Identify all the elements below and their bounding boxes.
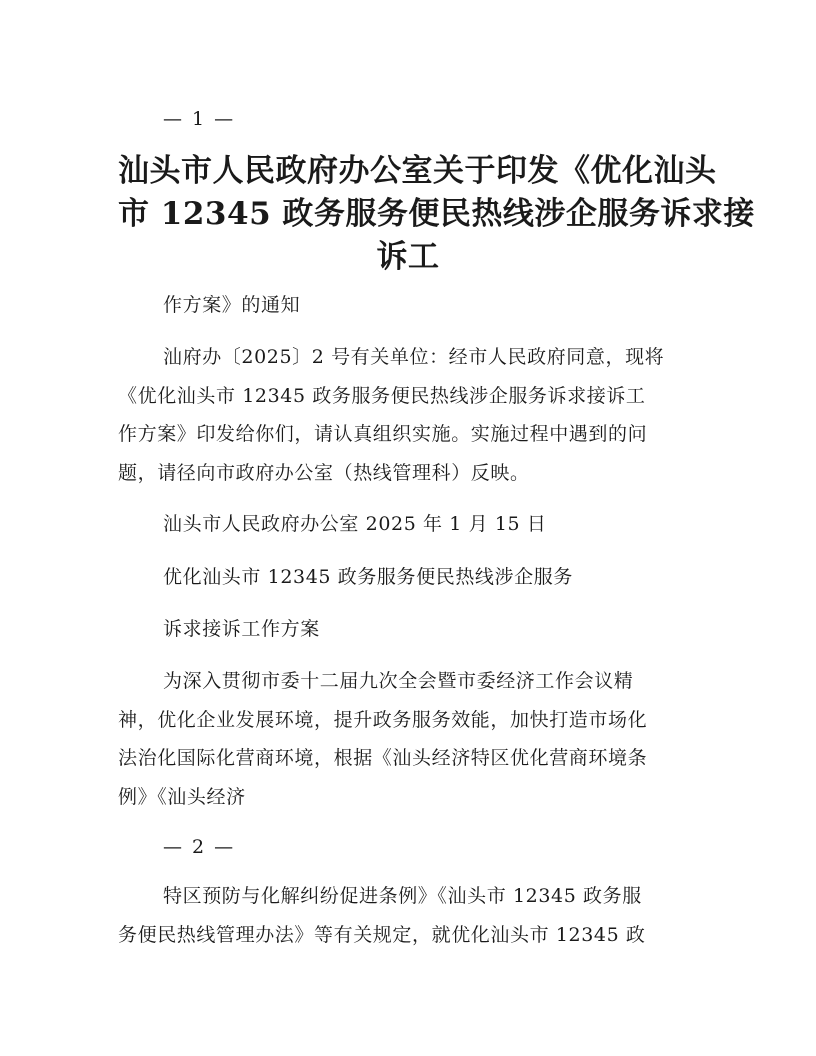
continued-paragraph [118, 877, 698, 954]
page-number-2: — 2 — [163, 836, 236, 858]
notice-title-tail: 作方案》的通知 [163, 294, 301, 316]
document-title [118, 150, 755, 279]
title-line-3: 诉工 [376, 239, 440, 275]
signature-line: 汕头市人民政府办公室 2025 年 1 月 15 日 [163, 513, 547, 535]
title-line-1: 汕头市人民政府办公室关于印发《优化汕头 [118, 153, 717, 189]
continued-line-2: 务便民热线管理办法》等有关规定，就优化汕头市 12345 政 [118, 923, 646, 946]
intro-line-2: 《优化汕头市 12345 政务服务便民热线涉企服务诉求接诉工 [118, 384, 646, 407]
intro-line-3: 作方案》印发给你们，请认真组织实施。实施过程中遇到的问 [118, 423, 648, 445]
plan-title-line-2: 诉求接诉工作方案 [163, 618, 320, 640]
intro-line-4: 题，请径向市政府办公室（热线管理科）反映。 [118, 461, 530, 484]
body-line-1: 为深入贯彻市委十二届九次全会暨市委经济工作会议精 [163, 670, 634, 692]
intro-line-1: 汕府办〔2025〕2 号有关单位：经市人民政府同意，现将 [163, 346, 665, 368]
title-line-2: 市 12345 政务服务便民热线涉企服务诉求接 [118, 196, 755, 232]
body-line-2: 神，优化企业发展环境，提升政务服务效能，加快打造市场化 [118, 708, 648, 731]
body-paragraph [118, 662, 698, 816]
body-line-3: 法治化国际化营商环境，根据《汕头经济特区优化营商环境条 [118, 747, 648, 769]
body-line-4: 例》《汕头经济 [118, 785, 246, 808]
continued-line-1: 特区预防与化解纠纷促进条例》《汕头市 12345 政务服 [163, 885, 642, 907]
page-number-1: — 1 — [163, 108, 236, 130]
plan-title-line-1: 优化汕头市 12345 政务服务便民热线涉企服务 [163, 566, 573, 588]
intro-paragraph [118, 338, 698, 492]
